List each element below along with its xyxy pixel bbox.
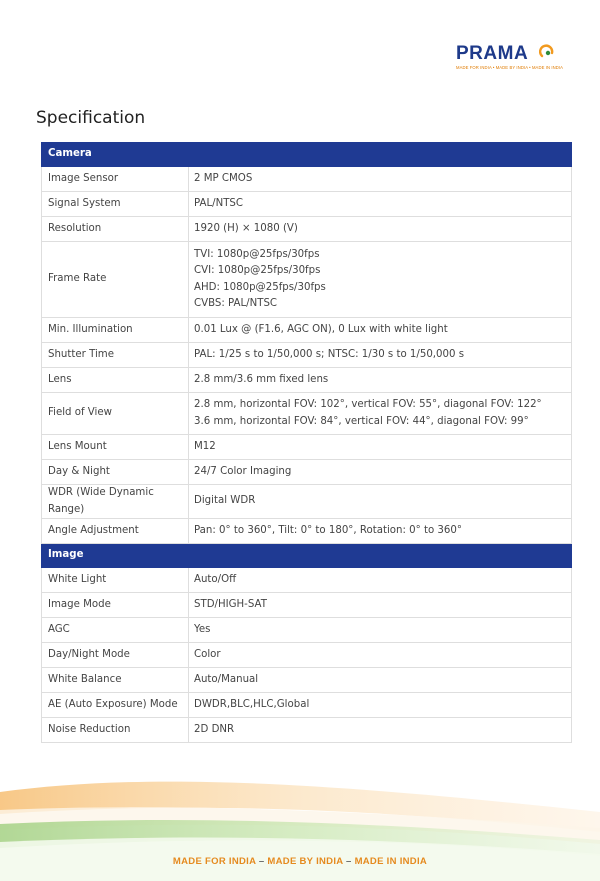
spec-value [189, 519, 572, 544]
spec-value-line: Color [194, 648, 221, 660]
spec-label: Frame Rate [42, 242, 189, 318]
spec-value-line: 2 MP CMOS [194, 172, 253, 184]
spec-value-line: 2.8 mm, horizontal FOV: 102°, vertical FOV: 55°, diagonal FOV: 122° [194, 399, 542, 410]
spec-label: Lens Mount [42, 435, 189, 460]
spec-value-line: Auto/Manual [194, 673, 259, 685]
spec-row [42, 618, 572, 643]
spec-value-line: CVBS: PAL/NTSC [194, 298, 278, 309]
specification-table [41, 142, 572, 743]
spec-value [189, 242, 572, 318]
spec-value-line: 2.8 mm/3.6 mm fixed lens [194, 373, 329, 385]
spec-row [42, 435, 572, 460]
spec-value [189, 593, 572, 618]
spec-value-line: 2D DNR [194, 723, 235, 735]
spec-label: Signal System [42, 192, 189, 217]
spec-value [189, 693, 572, 718]
spec-value [189, 643, 572, 668]
spec-value [189, 618, 572, 643]
brand-tagline: MADE FOR INDIA • MADE BY INDIA • MADE IN INDIA [456, 65, 564, 70]
spec-value [189, 318, 572, 343]
spec-label: Image Sensor [42, 167, 189, 192]
section-header-camera [42, 143, 572, 167]
spec-row [42, 568, 572, 593]
spec-value-line: AHD: 1080p@25fps/30fps [194, 281, 326, 293]
spec-row [42, 167, 572, 192]
spec-value [189, 568, 572, 593]
section-title: Camera [42, 143, 572, 167]
prama-logo [456, 44, 566, 78]
spec-value-line: Pan: 0° to 360°, Tilt: 0° to 180°, Rotation: 0° to 360° [194, 524, 462, 536]
spec-value [189, 393, 572, 435]
spec-value [189, 435, 572, 460]
spec-label: Angle Adjustment [42, 519, 189, 544]
spec-row [42, 668, 572, 693]
spec-label: Image Mode [42, 593, 189, 618]
spec-value-line: Auto/Off [194, 573, 237, 585]
spec-row [42, 693, 572, 718]
spec-row [42, 318, 572, 343]
section-title: Image [42, 544, 572, 568]
spec-row [42, 343, 572, 368]
spec-value-line: M12 [194, 440, 216, 452]
spec-row [42, 593, 572, 618]
brand-name: PRAMA [456, 43, 529, 64]
spec-row [42, 242, 572, 318]
spec-row [42, 485, 572, 519]
spec-value [189, 668, 572, 693]
footer-separator: – [255, 856, 268, 867]
spec-row [42, 368, 572, 393]
spec-row [42, 519, 572, 544]
footer-separator: – [343, 856, 355, 867]
spec-label: AE (Auto Exposure) Mode [42, 693, 189, 718]
spec-value-line: 1920 (H) × 1080 (V) [194, 222, 298, 234]
spec-value-line: Yes [194, 623, 211, 635]
spec-value [189, 368, 572, 393]
spec-row [42, 217, 572, 242]
spec-value [189, 167, 572, 192]
spec-value-line: CVI: 1080p@25fps/30fps [194, 265, 321, 276]
spec-value [189, 485, 572, 519]
spec-row [42, 643, 572, 668]
spec-value-line: 3.6 mm, horizontal FOV: 84°, vertical FOV: 44°, diagonal FOV: 99° [194, 415, 529, 427]
spec-label: WDR (Wide Dynamic Range) [42, 485, 189, 519]
spec-value-line: DWDR,BLC,HLC,Global [194, 698, 310, 710]
spec-value-line: PAL: 1/25 s to 1/50,000 s; NTSC: 1/30 s to 1/50,000 s [194, 348, 465, 360]
spec-value-line: STD/HIGH-SAT [194, 598, 267, 610]
spec-label: Noise Reduction [42, 718, 189, 743]
spec-value-line: TVI: 1080p@25fps/30fps [194, 248, 320, 260]
spec-label: Shutter Time [42, 343, 189, 368]
spec-row [42, 460, 572, 485]
section-header-image [42, 544, 572, 568]
spec-value-line: 24/7 Color Imaging [194, 465, 292, 477]
brand-swoosh-icon [539, 44, 555, 60]
spec-label: Field of View [42, 393, 189, 435]
spec-value-line: Digital WDR [194, 495, 256, 507]
spec-value [189, 192, 572, 217]
spec-label: White Light [42, 568, 189, 593]
spec-label: White Balance [42, 668, 189, 693]
footer-slogan [0, 856, 600, 867]
page-title: Specification [36, 108, 146, 128]
spec-row [42, 718, 572, 743]
spec-value-line: 0.01 Lux @ (F1.6, AGC ON), 0 Lux with white light [194, 323, 448, 335]
footer-made-for-india: MADE FOR INDIA [172, 856, 256, 867]
spec-label: Day/Night Mode [42, 643, 189, 668]
spec-value [189, 460, 572, 485]
spec-value [189, 718, 572, 743]
spec-row [42, 192, 572, 217]
spec-value [189, 343, 572, 368]
spec-value-line: PAL/NTSC [194, 197, 243, 209]
spec-label: Day & Night [42, 460, 189, 485]
spec-value [189, 217, 572, 242]
spec-label: Min. Illumination [42, 318, 189, 343]
footer-made-in-india: MADE IN INDIA [354, 856, 428, 867]
spec-label: Resolution [42, 217, 189, 242]
footer-made-by-india: MADE BY INDIA [267, 856, 344, 867]
spec-label: Lens [42, 368, 189, 393]
spec-label: AGC [42, 618, 189, 643]
spec-row [42, 393, 572, 435]
